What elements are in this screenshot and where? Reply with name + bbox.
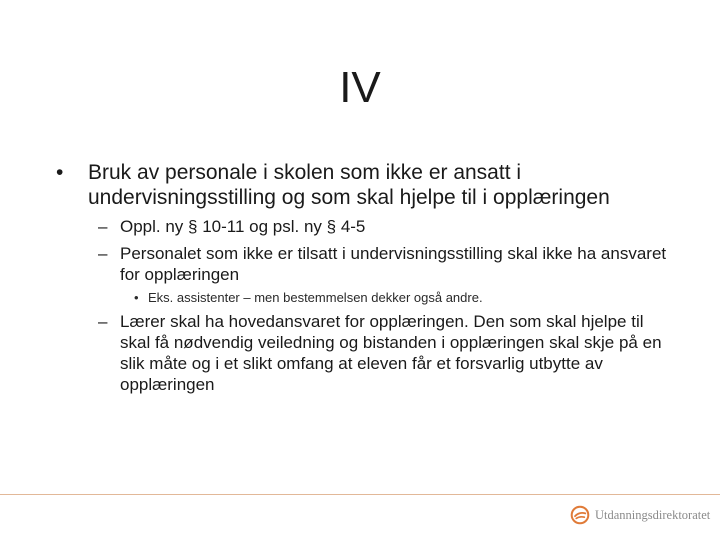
bullet-text: Lærer skal ha hovedansvaret for opplæringen. Den som skal hjelpe til skal få nødvendig veiledning og bistanden i opplæringen skal skje på en slik måte og i et slikt omfang at eleven får et forsvarlig utbytte av opplæringen	[120, 312, 662, 394]
bullet-level1	[56, 160, 676, 210]
dash-marker: –	[98, 217, 108, 236]
bullet-level3	[134, 290, 676, 306]
bullet-text: Oppl. ny § 10-11 og psl. ny § 4-5	[120, 217, 366, 236]
logo-text: Utdanningsdirektoratet	[595, 507, 711, 522]
bullet-text: Personalet som ikke er tilsatt i undervisningsstilling skal ikke ha ansvaret for opplæringen	[120, 244, 667, 284]
bullet-marker: •	[56, 161, 64, 184]
bullet-level2	[98, 311, 676, 395]
bullet-marker: •	[134, 290, 139, 305]
udir-logo-icon	[570, 505, 590, 525]
slide-body	[56, 160, 676, 395]
bullet-level2	[98, 243, 676, 285]
footer-logo	[570, 505, 710, 525]
dash-marker: –	[98, 312, 108, 331]
bullet-text: Eks. assistenter – men bestemmelsen dekker også andre.	[148, 290, 483, 305]
dash-marker: –	[98, 244, 108, 263]
slide-title: IV	[339, 63, 381, 112]
bullet-level2	[98, 216, 676, 237]
bullet-text: Bruk av personale i skolen som ikke er ansatt i undervisningsstilling og som skal hjelpe til i opplæringen	[88, 161, 610, 209]
footer-divider	[0, 494, 720, 495]
